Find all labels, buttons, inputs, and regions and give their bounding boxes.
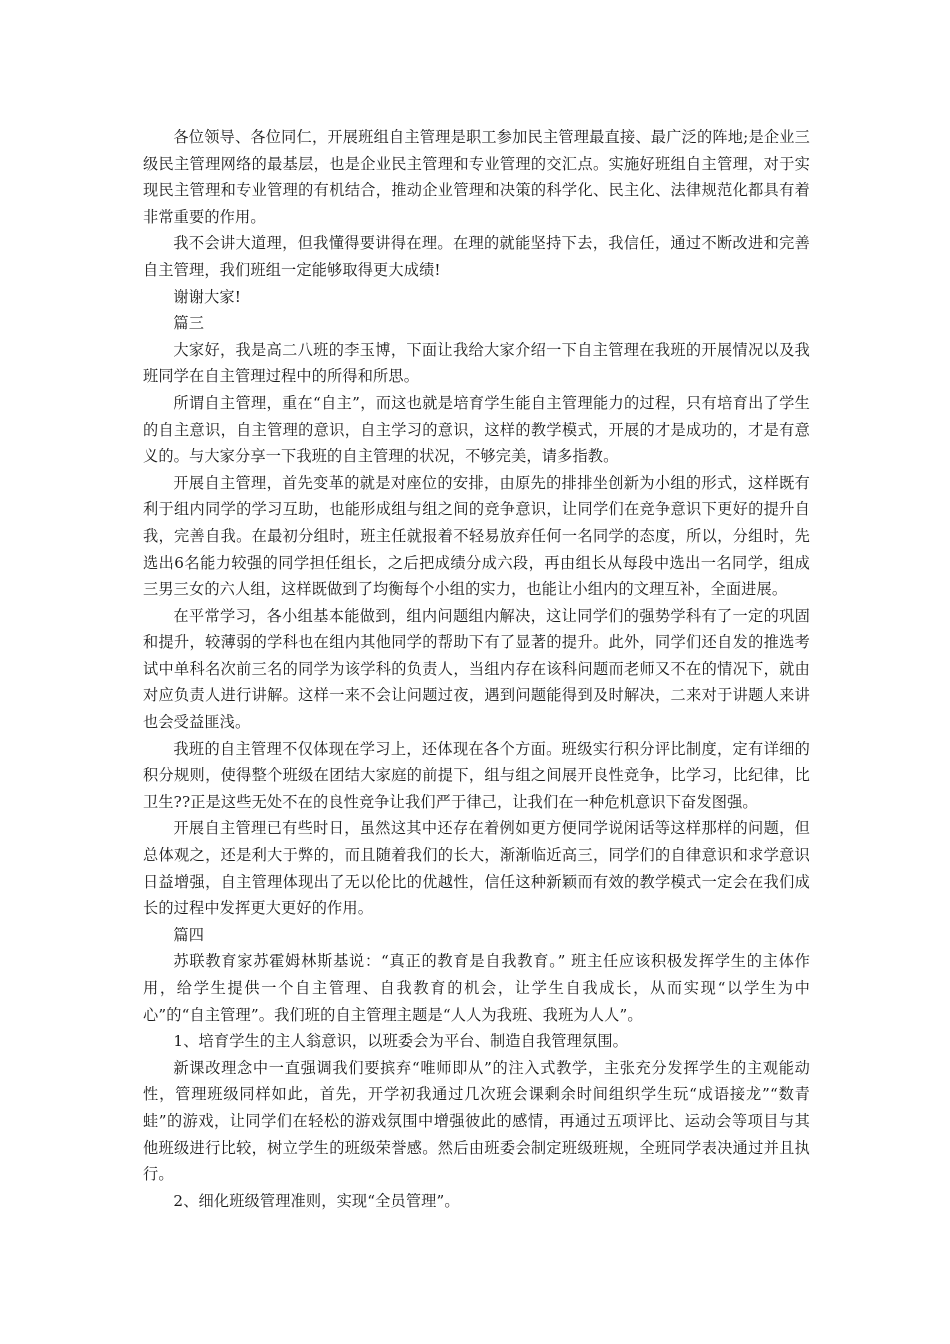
paragraph: 所谓自主管理，重在“自主”，而这也就是培育学生能自主管理能力的过程，只有培育出了学生的自主意识，自主管理的意识，自主学习的意识，这样的教学模式，开展的才是成功的，才是有意义的。与大家分享一下我班的自主管理的状况，不够完美，请多指教。	[143, 393, 810, 466]
section-heading: 篇四	[173, 925, 205, 944]
paragraph: 新课改理念中一直强调我们要摈弃“唯师即从”的注入式教学，主张充分发挥学生的主观能动性，管理班级同样如此，首先，开学初我通过几次班会课剩余时间组织学生玩“成语接龙”“数青蛙”的游戏，让同学们在轻松的游戏氛围中增强彼此的感情，再通过五项评比、运动会等项目与其他班级进行比较，树立学生的班级荣誉感。然后由班委会制定班级班规，全班同学表决通过并且执行。	[143, 1058, 810, 1184]
paragraph: 在平常学习，各小组基本能做到，组内问题组内解决，这让同学们的强势学科有了一定的巩固和提升，较薄弱的学科也在组内其他同学的帮助下有了显著的提升。此外，同学们还自发的推选考试中单科名次前三名的同学为该学科的负责人，当组内存在该科问题而老师又不在的情况下，就由对应负责人进行讲解。这样一来不会让问题过夜，遇到问题能得到及时解决，二来对于讲题人来讲也会受益匪浅。	[143, 606, 810, 732]
list-item-heading: 2、细化班级管理准则，实现“全员管理”。	[173, 1191, 460, 1210]
list-item-heading: 1、培育学生的主人翁意识，以班委会为平台、制造自我管理氛围。	[173, 1032, 628, 1051]
document-body	[143, 124, 810, 1214]
section-heading: 篇三	[173, 314, 205, 333]
paragraph: 开展自主管理，首先变革的就是对座位的安排，由原先的排排坐创新为小组的形式，这样既有利于组内同学的学习互助，也能形成组与组之间的竞争意识，让同学们在竞争意识下更好的提升自我，完善自我。在最初分组时，班主任就报着不轻易放弃任何一名同学的态度，所以，分组时，先选出6名能力较强的同学担任组长，之后把成绩分成六段，再由组长从每段中选出一名同学，组成三男三女的六人组，这样既做到了均衡每个小组的实力，也能让小组内的文理互补，全面进展。	[143, 473, 810, 599]
paragraph: 大家好，我是高二八班的李玉博，下面让我给大家介绍一下自主管理在我班的开展情况以及我班同学在自主管理过程中的所得和所思。	[143, 340, 810, 386]
paragraph: 我不会讲大道理，但我懂得要讲得在理。在理的就能坚持下去，我信任，通过不断改进和完善自主管理，我们班组一定能够取得更大成绩!	[143, 234, 810, 279]
paragraph: 谢谢大家!	[173, 287, 241, 306]
paragraph: 苏联教育家苏霍姆林斯基说：“真正的教育是自我教育。” 班主任应该积极发挥学生的主体作用，给学生提供一个自主管理、自我教育的机会，让学生自我成长，从而实现“以学生为中心”的“自主管理”。我们班的自主管理主题是“人人为我班、我班为人人”。	[143, 952, 810, 1024]
paragraph: 开展自主管理已有些时日，虽然这其中还存在着例如更方便同学说闲话等这样那样的问题，但总体观之，还是利大于弊的，而且随着我们的长大，渐渐临近高三，同学们的自律意识和求学意识日益增强，自主管理体现出了无以伦比的优越性，信任这种新颖而有效的教学模式一定会在我们成长的过程中发挥更大更好的作用。	[143, 819, 810, 918]
paragraph: 我班的自主管理不仅体现在学习上，还体现在各个方面。班级实行积分评比制度，定有详细的积分规则，使得整个班级在团结大家庭的前提下，组与组之间展开良性竞争，比学习，比纪律，比卫生??正是这些无处不在的良性竞争让我们严于律己，让我们在一种危机意识下奋发图强。	[143, 739, 810, 811]
paragraph: 各位领导、各位同仁，开展班组自主管理是职工参加民主管理最直接、最广泛的阵地;是企业三级民主管理网络的最基层，也是企业民主管理和专业管理的交汇点。实施好班组自主管理，对于实现民主管理和专业管理的有机结合，推动企业管理和决策的科学化、民主化、法律规范化都具有着非常重要的作用。	[143, 128, 810, 226]
